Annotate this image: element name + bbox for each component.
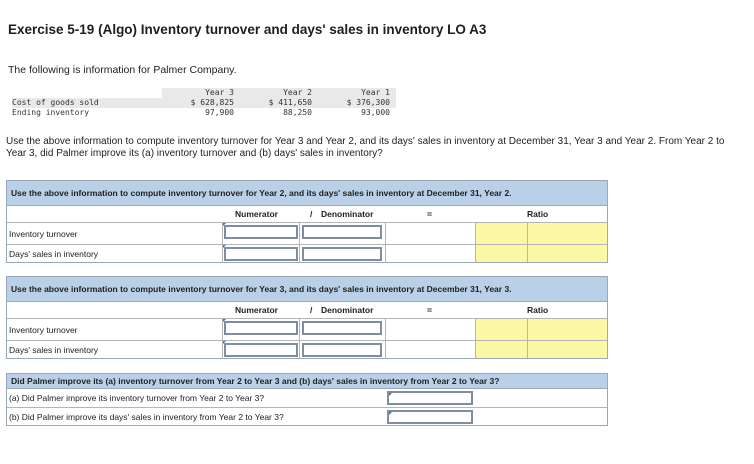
question-a-label: (a) Did Palmer improve its inventory turnover from Year 2 to Year 3? xyxy=(9,392,265,403)
ratio-result-cell xyxy=(527,245,607,262)
intro-text: The following is information for Palmer Company. xyxy=(8,64,237,76)
divide-symbol: / xyxy=(310,209,313,219)
exercise-title: Exercise 5-19 (Algo) Inventory turnover and days' sales in inventory LO A3 xyxy=(8,22,487,37)
cogs-year-3: $ 628,825 xyxy=(162,98,240,108)
inventory-year-3: 97,900 xyxy=(205,108,234,117)
instructions-text: Use the above information to compute inventory turnover for Year 3 and Year 2, and its days' sales in inventory at December 31, Year 3 and Year 2. From Year 2 to Year 3, did Palmer improve its (a) inventory turnover and (b) days' sales in inventory? xyxy=(6,136,725,159)
ratio-result-cell xyxy=(527,341,607,358)
answer-b-select[interactable] xyxy=(387,410,473,424)
denominator-input[interactable] xyxy=(302,225,382,239)
improvement-question-panel xyxy=(6,373,608,426)
year-3-panel xyxy=(6,276,608,359)
denominator-input[interactable] xyxy=(302,321,382,335)
row-label-inventory-turnover: Inventory turnover xyxy=(9,228,78,239)
table-row xyxy=(12,98,396,108)
question-b-label: (b) Did Palmer improve its days' sales in inventory from Year 2 to Year 3? xyxy=(9,411,284,422)
header-year-3: Year 3 xyxy=(162,88,240,98)
row-label-days-sales: Days' sales in inventory xyxy=(9,344,99,355)
input-marker-icon xyxy=(389,393,392,396)
list-item xyxy=(7,407,607,425)
table-row xyxy=(7,244,607,262)
ratio-header: Ratio xyxy=(527,209,549,219)
denominator-header: Denominator xyxy=(321,209,374,219)
ratio-result-cell xyxy=(527,223,607,244)
table-row xyxy=(7,340,607,358)
numerator-header: Numerator xyxy=(235,305,278,315)
panel-heading: Use the above information to compute inventory turnover for Year 3, and its days' sales in inventory at December 31, Year 3. xyxy=(7,277,607,301)
header-year-2: Year 2 xyxy=(240,88,318,98)
equals-symbol: = xyxy=(427,305,432,315)
answer-a-select[interactable] xyxy=(387,391,473,405)
ratio-result-cell xyxy=(475,319,527,340)
equals-symbol: = xyxy=(427,209,432,219)
denominator-input[interactable] xyxy=(302,247,382,261)
numerator-input[interactable] xyxy=(224,247,298,261)
input-marker-icon xyxy=(223,341,226,344)
inventory-year-2: 88,250 xyxy=(283,108,312,117)
table-row xyxy=(7,318,607,340)
ratio-result-cell xyxy=(475,341,527,358)
inventory-year-1: 93,000 xyxy=(361,108,390,117)
column-header-row xyxy=(7,301,607,318)
panel-heading: Did Palmer improve its (a) inventory turnover from Year 2 to Year 3 and (b) days' sales in inventory from Year 2 to Year 3? xyxy=(7,374,607,389)
cogs-year-1: $ 376,300 xyxy=(318,98,396,108)
row-label-cogs: Cost of goods sold xyxy=(12,98,162,108)
ratio-result-cell xyxy=(527,319,607,340)
ratio-result-cell xyxy=(475,245,527,262)
row-label-inventory: Ending inventory xyxy=(12,108,90,117)
denominator-header: Denominator xyxy=(321,305,374,315)
year-2-panel xyxy=(6,180,608,263)
row-label-days-sales: Days' sales in inventory xyxy=(9,248,99,259)
input-marker-icon xyxy=(223,319,226,322)
table-row xyxy=(12,108,396,118)
input-marker-icon xyxy=(223,245,226,248)
numerator-input[interactable] xyxy=(224,343,298,357)
panel-heading: Use the above information to compute inventory turnover for Year 2, and its days' sales in inventory at December 31, Year 2. xyxy=(7,181,607,205)
input-marker-icon xyxy=(223,223,226,226)
ratio-result-cell xyxy=(475,223,527,244)
header-year-1: Year 1 xyxy=(318,88,396,98)
numerator-header: Numerator xyxy=(235,209,278,219)
table-row xyxy=(7,222,607,244)
ratio-header: Ratio xyxy=(527,305,549,315)
cogs-year-2: $ 411,650 xyxy=(240,98,318,108)
list-item xyxy=(7,389,607,407)
numerator-input[interactable] xyxy=(224,225,298,239)
column-header-row xyxy=(7,205,607,222)
divide-symbol: / xyxy=(310,305,313,315)
row-label-inventory-turnover: Inventory turnover xyxy=(9,324,78,335)
input-marker-icon xyxy=(389,412,392,415)
numerator-input[interactable] xyxy=(224,321,298,335)
given-data-table xyxy=(12,88,396,118)
denominator-input[interactable] xyxy=(302,343,382,357)
